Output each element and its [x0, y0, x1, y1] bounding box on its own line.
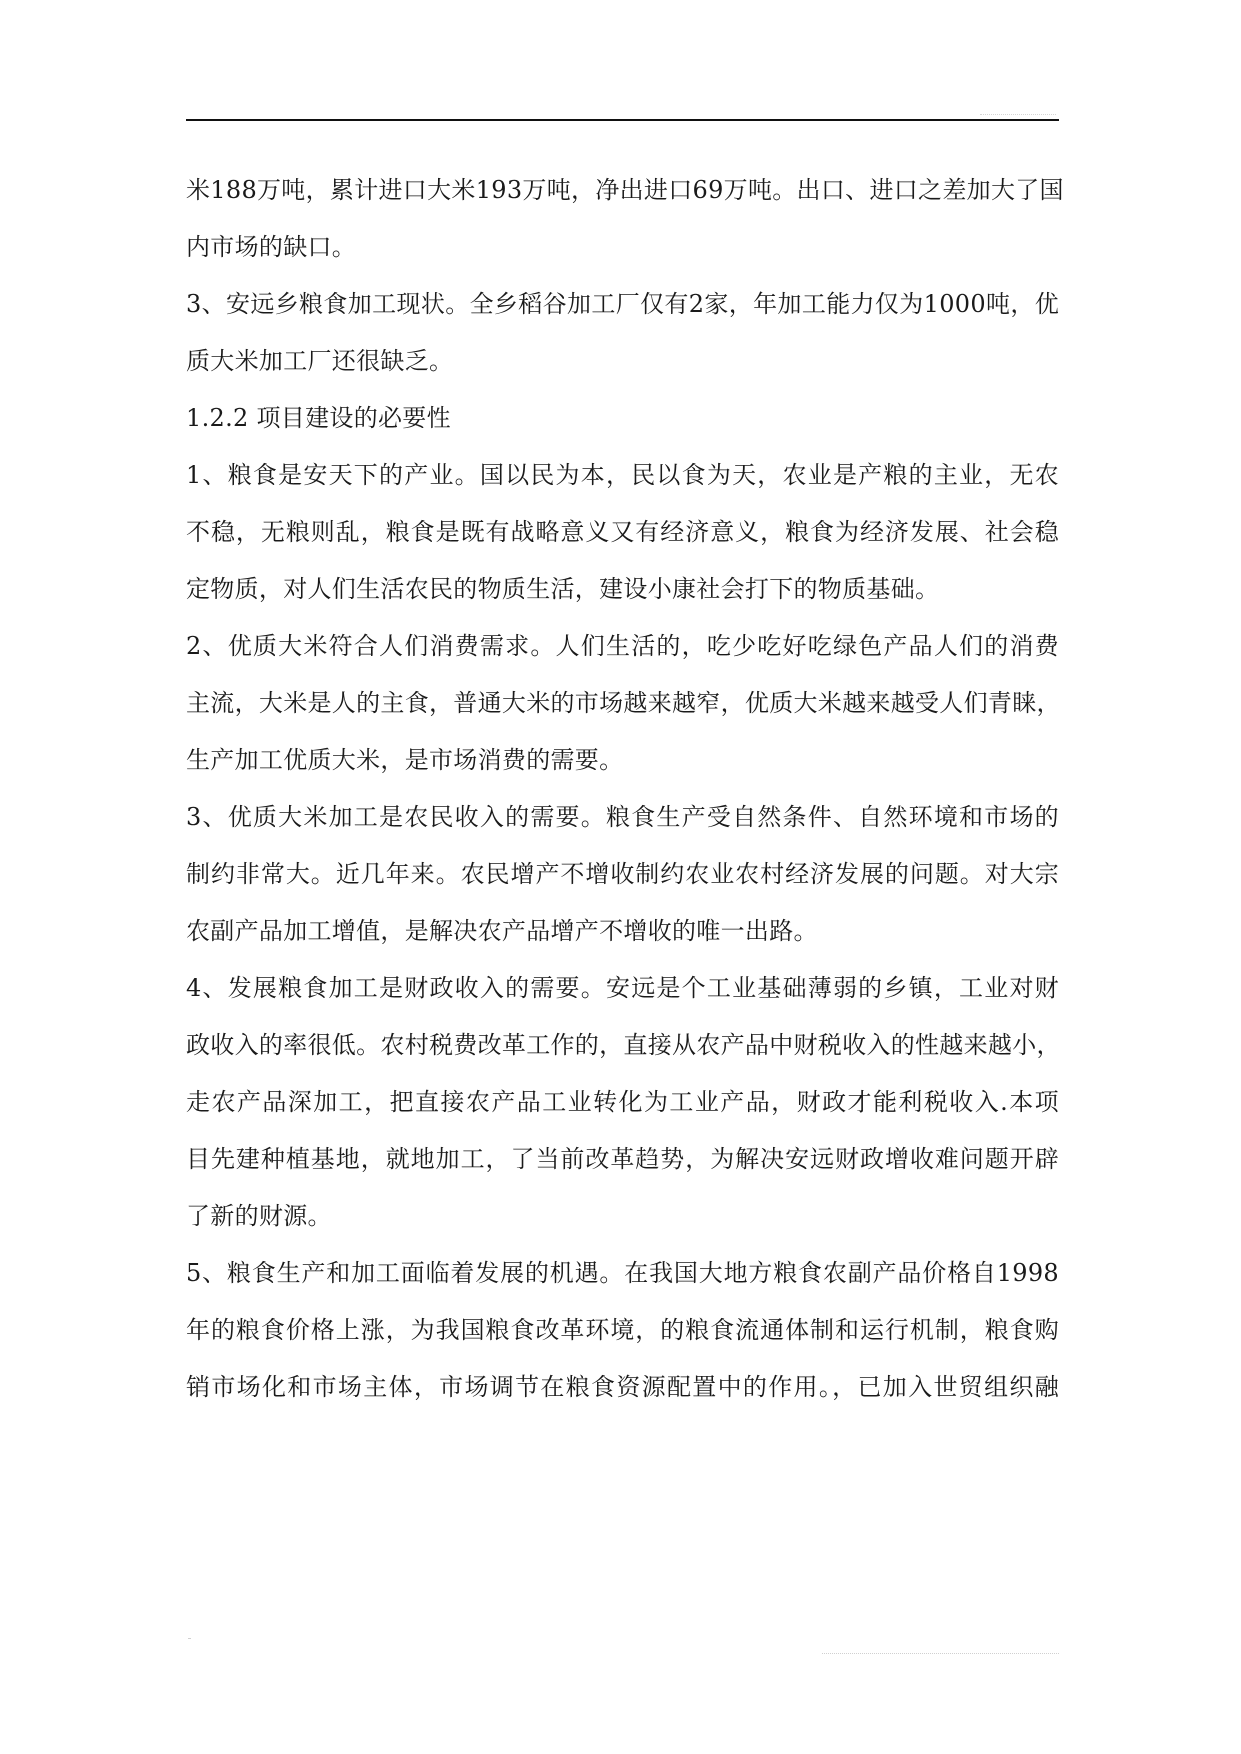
text-line: 5、粮食生产和加工面临着发展的机遇。在我国大地方粮食农副产品价格自1998	[186, 1259, 1059, 1287]
header-rule	[186, 119, 1059, 121]
text-line: 2、优质大米符合人们消费需求。人们生活的，吃少吃好吃绿色产品人们的消费	[186, 632, 1059, 660]
text-line: 定物质，对人们生活农民的物质生活，建设小康社会打下的物质基础。	[186, 575, 940, 603]
header-faint-mark	[980, 114, 1056, 116]
text-line: 3、优质大米加工是农民收入的需要。粮食生产受自然条件、自然环境和市场的	[186, 803, 1059, 831]
text-line: 不稳，无粮则乱，粮食是既有战略意义又有经济意义，粮食为经济发展、社会稳	[186, 518, 1059, 546]
text-line: 农副产品加工增值，是解决农产品增产不增收的唯一出路。	[186, 917, 818, 945]
text-line: 了新的财源。	[186, 1202, 332, 1230]
footer-faint-mark	[822, 1653, 1059, 1655]
text-line: 内市场的缺口。	[186, 233, 357, 261]
text-line: 走农产品深加工，把直接农产品工业转化为工业产品，财政才能利税收入.本项	[186, 1088, 1059, 1116]
text-line: 质大米加工厂还很缺乏。	[186, 347, 454, 375]
text-line: 4、发展粮食加工是财政收入的需要。安远是个工业基础薄弱的乡镇，工业对财	[186, 974, 1059, 1002]
text-line: 生产加工优质大米，是市场消费的需要。	[186, 746, 624, 774]
text-line: 销市场化和市场主体，市场调节在粮食资源配置中的作用。，已加入世贸组织融	[186, 1373, 1059, 1401]
text-line: 制约非常大。近几年来。农民增产不增收制约农业农村经济发展的问题。对大宗	[186, 860, 1059, 888]
text-line: 1、粮食是安天下的产业。国以民为本，民以食为天，农业是产粮的主业，无农	[186, 461, 1059, 489]
text-line: 米188万吨，累计进口大米193万吨，净出进口69万吨。出口、进口之差加大了国	[186, 176, 1064, 204]
document-body	[186, 162, 1064, 1416]
text-line: 年的粮食价格上涨，为我国粮食改革环境，的粮食流通体制和运行机制，粮食购	[186, 1316, 1059, 1344]
section-heading: 1.2.2 项目建设的必要性	[186, 404, 451, 432]
text-line: 3、安远乡粮食加工现状。全乡稻谷加工厂仅有2家，年加工能力仅为1000吨，优	[186, 290, 1059, 318]
text-line: 主流，大米是人的主食，普通大米的市场越来越窄，优质大米越来越受人们青睐，	[186, 689, 1061, 717]
footer-dot-mark	[188, 1638, 191, 1639]
text-line: 目先建种植基地，就地加工，了当前改革趋势，为解决安远财政增收难问题开辟	[186, 1145, 1059, 1173]
text-line: 政收入的率很低。农村税费改革工作的，直接从农产品中财税收入的性越来越小，	[186, 1031, 1061, 1059]
